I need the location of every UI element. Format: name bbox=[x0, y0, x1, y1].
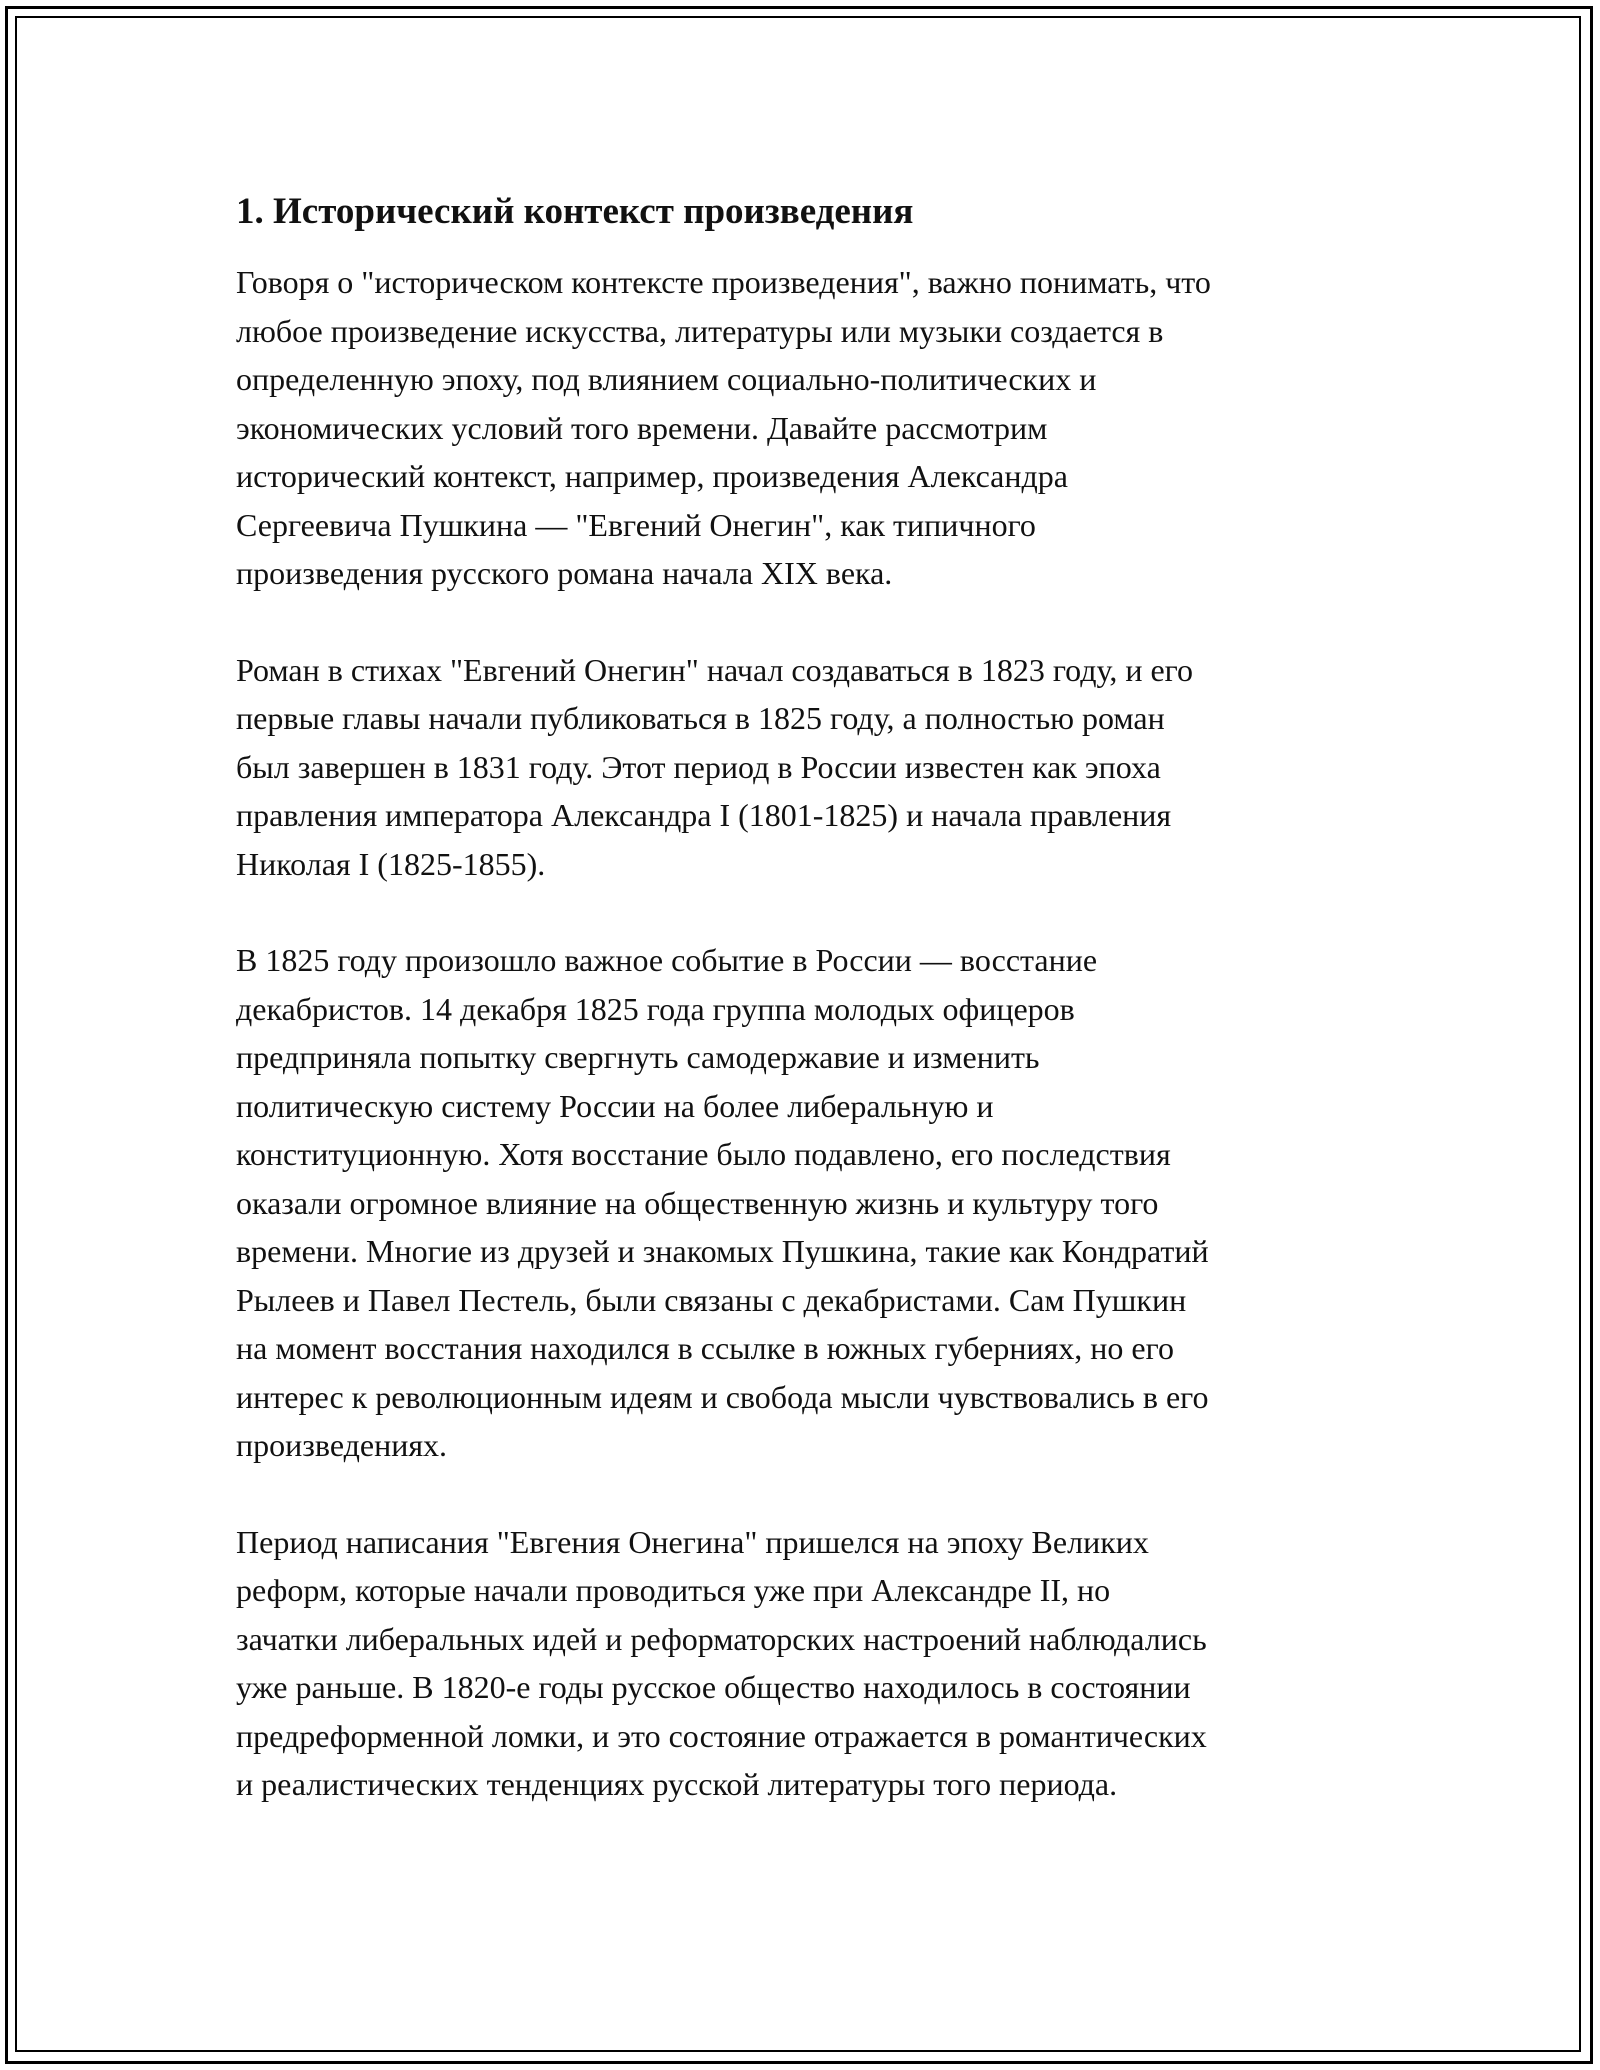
text-line: В 1825 году произошло важное событие в России — восстание bbox=[236, 942, 1098, 978]
text-line: зачатки либеральных идей и реформаторских настроений наблюдались bbox=[236, 1620, 1207, 1657]
text-line: Сергеевича Пушкина — "Евгений Онегин", как типичного bbox=[236, 506, 1036, 543]
text-line: предприняла попытку свергнуть самодержавие и изменить bbox=[236, 1039, 1040, 1075]
section-heading: 1. Исторический контекст произведения bbox=[236, 191, 914, 232]
text-line: оказали огромное влияние на общественную жизнь и культуру того bbox=[236, 1184, 1159, 1221]
text-line: исторический контекст, например, произведения Александра bbox=[236, 458, 1068, 494]
text-line: уже раньше. В 1820-е годы русское общество находилось в состоянии bbox=[236, 1669, 1191, 1705]
text-line: Николая I (1825-1855). bbox=[236, 845, 546, 882]
paragraph-intro bbox=[236, 258, 1376, 598]
text-line: реформ, которые начали проводиться уже при Александре II, но bbox=[236, 1572, 1111, 1608]
text-line: и реалистических тенденциях русской литературы того периода. bbox=[236, 1766, 1118, 1802]
text-line: определенную эпоху, под влиянием социально-политических и bbox=[236, 361, 1097, 397]
text-line: интерес к революционным идеям и свобода мысли чувствовались в его bbox=[236, 1378, 1209, 1415]
text-line: экономических условий того времени. Давайте рассмотрим bbox=[236, 409, 1048, 446]
text-line: времени. Многие из друзей и знакомых Пушкина, такие как Кондратий bbox=[236, 1233, 1209, 1269]
paragraph-great-reforms bbox=[236, 1518, 1376, 1809]
text-line: произведения русского романа начала XIX века. bbox=[236, 555, 893, 591]
text-line: Роман в стихах "Евгений Онегин" начал создаваться в 1823 году, и его bbox=[236, 651, 1193, 688]
paragraph-novel-dates bbox=[236, 646, 1376, 889]
text-line: произведениях. bbox=[236, 1427, 448, 1463]
text-line: Говоря о "историческом контексте произведения", важно понимать, что bbox=[236, 264, 1211, 300]
text-line: Рылеев и Павел Пестель, были связаны с декабристами. Сам Пушкин bbox=[236, 1281, 1187, 1318]
text-line: конституционную. Хотя восстание было подавлено, его последствия bbox=[236, 1136, 1171, 1172]
text-line: правления императора Александра I (1801-1825) и начала правления bbox=[236, 797, 1172, 833]
document-body bbox=[236, 188, 1376, 1857]
text-line: был завершен в 1831 году. Этот период в России известен как эпоха bbox=[236, 748, 1161, 785]
text-line: первые главы начали публиковаться в 1825 году, а полностью роман bbox=[236, 700, 1165, 736]
paragraph-decembrists bbox=[236, 936, 1376, 1470]
text-line: любое произведение искусства, литературы или музыки создается в bbox=[236, 312, 1164, 349]
text-line: Период написания "Евгения Онегина" пришелся на эпоху Великих bbox=[236, 1523, 1149, 1560]
text-line: декабристов. 14 декабря 1825 года группа молодых офицеров bbox=[236, 990, 1075, 1027]
text-line: политическую систему России на более либеральную и bbox=[236, 1087, 994, 1124]
text-line: на момент восстания находился в ссылке в южных губерниях, но его bbox=[236, 1330, 1174, 1366]
text-line: предреформенной ломки, и это состояние отражается в романтических bbox=[236, 1717, 1207, 1754]
